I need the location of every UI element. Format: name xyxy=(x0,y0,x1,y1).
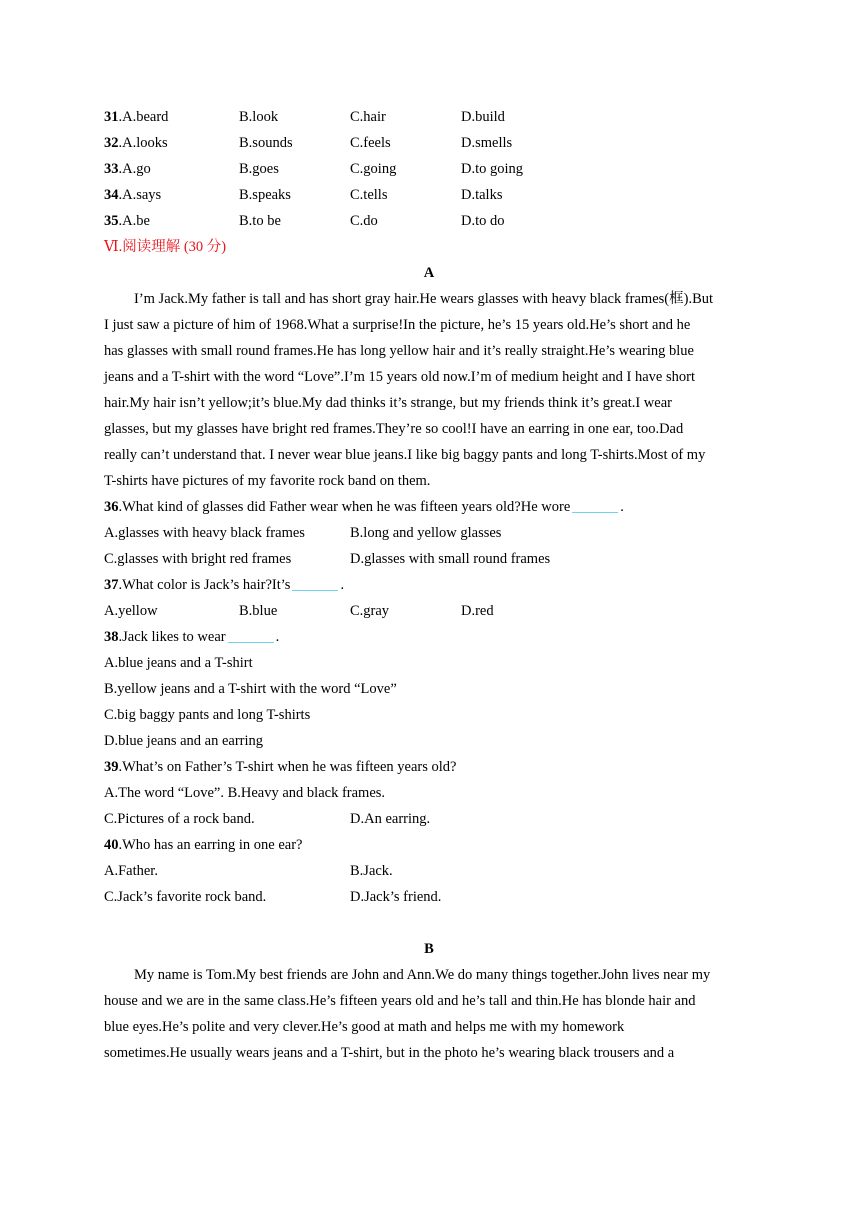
answer-option[interactable]: B.blue xyxy=(239,603,278,619)
cloze-option-a: 34.A.says xyxy=(104,187,162,203)
cloze-option-d: D.to do xyxy=(461,213,505,229)
option-text: A.says xyxy=(122,187,162,203)
answer-option[interactable]: A.Father. xyxy=(104,863,158,879)
cloze-row xyxy=(104,156,754,182)
cloze-option-c: C.tells xyxy=(350,187,388,203)
question-number: 39 xyxy=(104,759,119,775)
answer-blank[interactable] xyxy=(572,496,618,513)
question-text-end: . xyxy=(275,629,280,645)
option-row xyxy=(104,884,754,910)
document-page xyxy=(104,104,754,1066)
option-row xyxy=(104,858,754,884)
passage-line: has glasses with small round frames.He has long yellow hair and it’s really straight.He’s wearing blue xyxy=(104,343,694,359)
question-number: 33 xyxy=(104,161,119,177)
answer-option[interactable]: B.Jack. xyxy=(350,863,393,879)
cloze-option-b: B.goes xyxy=(239,161,279,177)
answer-blank[interactable] xyxy=(228,626,274,643)
answer-option[interactable]: D.blue jeans and an earring xyxy=(104,733,264,749)
answer-option[interactable]: B.long and yellow glasses xyxy=(350,525,502,541)
question-text: What’s on Father’s T-shirt when he was fifteen years old? xyxy=(122,759,457,775)
question-number: 35 xyxy=(104,213,119,229)
passage-line: glasses, but my glasses have bright red frames.They’re so cool!I have an earring in one ear, too.Dad xyxy=(104,421,684,437)
answer-option[interactable]: D.glasses with small round frames xyxy=(350,551,551,567)
passage-line: hair.My hair isn’t yellow;it’s blue.My dad thinks it’s strange, but my friends think it’s great.I wear xyxy=(104,395,672,411)
answer-option[interactable]: C.Pictures of a rock band. xyxy=(104,811,255,827)
answer-option[interactable]: B.yellow jeans and a T-shirt with the word “Love” xyxy=(104,681,397,697)
answer-option[interactable]: C.big baggy pants and long T-shirts xyxy=(104,707,311,723)
cloze-option-d: D.build xyxy=(461,109,505,125)
cloze-row xyxy=(104,182,754,208)
section-title: Ⅵ.阅读理解 (30 分) xyxy=(104,239,227,255)
question-number: 40 xyxy=(104,837,119,853)
passage-line: jeans and a T-shirt with the word “Love”.I’m 15 years old now.I’m of medium height and I have short xyxy=(104,369,695,385)
cloze-option-a: 33.A.go xyxy=(104,161,151,177)
passage-line: I’m Jack.My father is tall and has short gray hair.He wears glasses with heavy black frames(框).But xyxy=(134,291,714,307)
passage-a-title: A xyxy=(423,265,435,281)
answer-option[interactable]: D.An earring. xyxy=(350,811,431,827)
question-text: Who has an earring in one ear? xyxy=(122,837,303,853)
question-text: What color is Jack’s hair?It’s xyxy=(122,577,291,593)
cloze-option-a: 31.A.beard xyxy=(104,109,169,125)
passage-a-text xyxy=(104,286,754,494)
spacer xyxy=(104,910,754,936)
question-text: What kind of glasses did Father wear when he was fifteen years old?He wore xyxy=(122,499,571,515)
cloze-option-b: B.to be xyxy=(239,213,281,229)
passage-line: My name is Tom.My best friends are John and Ann.We do many things together.John lives near my xyxy=(134,967,711,983)
answer-option[interactable]: C.Jack’s favorite rock band. xyxy=(104,889,267,905)
answer-option[interactable]: A.glasses with heavy black frames xyxy=(104,525,305,541)
question-number: 36 xyxy=(104,499,119,515)
option-row xyxy=(104,702,754,728)
passage-b-text xyxy=(104,962,754,1066)
question-stem: 38.Jack likes to wear . xyxy=(104,624,754,650)
passage-line: I just saw a picture of him of 1968.What a surprise!In the picture, he’s 15 years old.He’s short and he xyxy=(104,317,691,333)
question-stem: 36.What kind of glasses did Father wear when he was fifteen years old?He wore . xyxy=(104,494,754,520)
cloze-option-c: C.feels xyxy=(350,135,391,151)
question-number: 38 xyxy=(104,629,119,645)
cloze-row xyxy=(104,104,754,130)
question-stem: 40.Who has an earring in one ear? xyxy=(104,837,303,853)
cloze-option-d: D.talks xyxy=(461,187,503,203)
option-row xyxy=(104,780,754,806)
answer-blank[interactable] xyxy=(292,574,338,591)
answer-option[interactable]: A.yellow xyxy=(104,603,158,619)
question-text-end: . xyxy=(340,577,345,593)
option-row xyxy=(104,806,754,832)
cloze-option-c: C.do xyxy=(350,213,378,229)
reading-questions xyxy=(104,494,754,910)
option-text: A.looks xyxy=(122,135,168,151)
question-stem: 39.What’s on Father’s T-shirt when he was fifteen years old? xyxy=(104,759,457,775)
cloze-option-a: 35.A.be xyxy=(104,213,150,229)
option-row xyxy=(104,598,754,624)
question-text-end: . xyxy=(620,499,624,515)
answer-option[interactable]: A.blue jeans and a T-shirt xyxy=(104,655,253,671)
option-row xyxy=(104,728,754,754)
passage-line: sometimes.He usually wears jeans and a T-shirt, but in the photo he’s wearing black trousers and a xyxy=(104,1045,675,1061)
cloze-option-c: C.hair xyxy=(350,109,386,125)
cloze-options xyxy=(104,104,754,234)
passage-line: T-shirts have pictures of my favorite rock band on them. xyxy=(104,473,431,489)
cloze-row xyxy=(104,208,754,234)
option-row xyxy=(104,546,754,572)
cloze-option-b: B.sounds xyxy=(239,135,293,151)
answer-option[interactable]: D.Jack’s friend. xyxy=(350,889,442,905)
passage-b-title: B xyxy=(424,941,434,957)
question-number: 31 xyxy=(104,109,119,125)
answer-option[interactable]: A.The word “Love”. B.Heavy and black frames. xyxy=(104,785,386,801)
option-row xyxy=(104,650,754,676)
question-number: 37 xyxy=(104,577,119,593)
cloze-option-b: B.speaks xyxy=(239,187,291,203)
option-text: A.go xyxy=(122,161,151,177)
question-stem: 37.What color is Jack’s hair?It’s . xyxy=(104,572,754,598)
answer-option[interactable]: D.red xyxy=(461,603,494,619)
cloze-option-b: B.look xyxy=(239,109,279,125)
passage-line: blue eyes.He’s polite and very clever.He’s good at math and helps me with my homework xyxy=(104,1019,625,1035)
option-text: A.beard xyxy=(122,109,169,125)
question-text: Jack likes to wear xyxy=(122,629,226,645)
passage-line: house and we are in the same class.He’s fifteen years old and he’s tall and thin.He has blonde hair and xyxy=(104,993,696,1009)
question-number: 32 xyxy=(104,135,119,151)
answer-option[interactable]: C.glasses with bright red frames xyxy=(104,551,292,567)
passage-line: really can’t understand that. I never wear blue jeans.I like big baggy pants and long T-shirts.Most of my xyxy=(104,447,706,463)
cloze-option-d: D.smells xyxy=(461,135,513,151)
question-number: 34 xyxy=(104,187,119,203)
option-row xyxy=(104,676,754,702)
cloze-option-d: D.to going xyxy=(461,161,524,177)
cloze-option-c: C.going xyxy=(350,161,397,177)
cloze-row xyxy=(104,130,754,156)
answer-option[interactable]: C.gray xyxy=(350,603,390,619)
option-text: A.be xyxy=(122,213,150,229)
option-row xyxy=(104,520,754,546)
cloze-option-a: 32.A.looks xyxy=(104,135,168,151)
